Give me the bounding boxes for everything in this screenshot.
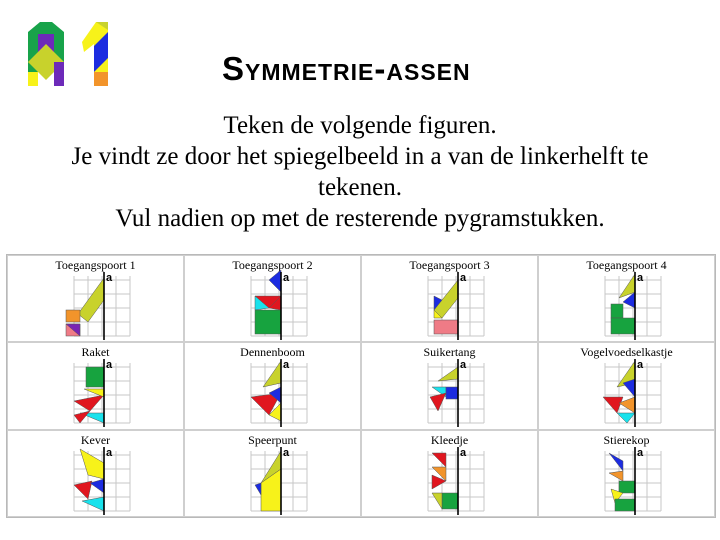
pygram-piece bbox=[84, 389, 104, 397]
axis-label: a bbox=[636, 446, 643, 459]
figure-drawing bbox=[589, 445, 665, 515]
figure-label: Kever bbox=[80, 432, 111, 447]
pygram-piece bbox=[66, 310, 80, 322]
figure-cell bbox=[7, 430, 184, 517]
pygram-piece bbox=[609, 471, 623, 481]
pygram-piece bbox=[80, 449, 104, 479]
axis-label: a bbox=[282, 359, 289, 372]
figure-label: Toegangspoort 1 bbox=[55, 258, 136, 272]
pygram-piece bbox=[619, 481, 635, 493]
figure-label: Dennenboom bbox=[240, 345, 305, 360]
figure-label: Suikertang bbox=[423, 345, 476, 360]
pygram-piece bbox=[434, 320, 458, 334]
axis-label: a bbox=[636, 272, 643, 284]
figure-grid bbox=[6, 254, 716, 518]
figure-drawing bbox=[235, 357, 311, 427]
figure-cell bbox=[184, 342, 361, 429]
pygram-piece bbox=[74, 481, 92, 499]
pygram-piece bbox=[255, 483, 261, 495]
axis-label: a bbox=[636, 359, 643, 372]
instruction-line: tekenen. bbox=[318, 174, 402, 201]
instruction-line: Teken de volgende figuren. bbox=[223, 112, 497, 139]
pygram-piece bbox=[438, 367, 458, 381]
instructions bbox=[0, 110, 720, 234]
figure-drawing bbox=[412, 270, 488, 340]
pygram-piece bbox=[86, 367, 104, 387]
pygram-piece bbox=[611, 304, 623, 318]
axis-label: a bbox=[459, 272, 466, 284]
pygram-piece bbox=[432, 493, 442, 509]
figure-label: Toegangspoort 2 bbox=[232, 258, 313, 272]
figure-cell bbox=[7, 255, 184, 342]
figure-label: Kleedje bbox=[430, 432, 469, 447]
pygram-piece bbox=[615, 499, 635, 511]
figure-drawing bbox=[58, 357, 134, 427]
figure-cell bbox=[7, 342, 184, 429]
figure-label: Toegangspoort 4 bbox=[586, 258, 667, 272]
figure-drawing bbox=[412, 357, 488, 427]
axis-label: a bbox=[282, 272, 289, 284]
figure-drawing bbox=[235, 445, 311, 515]
pygram-piece bbox=[617, 413, 635, 423]
figure-label: Vogelvoedselkastje bbox=[580, 345, 673, 360]
pygram-piece bbox=[269, 270, 281, 292]
figure-drawing bbox=[412, 445, 488, 515]
pygram-piece bbox=[611, 318, 635, 334]
axis-label: a bbox=[105, 359, 112, 372]
figure-label: Speerpunt bbox=[248, 432, 297, 447]
figure-drawing bbox=[589, 270, 665, 340]
pygram-piece bbox=[78, 278, 104, 322]
pygram-piece bbox=[430, 393, 446, 411]
figure-drawing bbox=[58, 270, 134, 340]
figure-cell bbox=[361, 342, 538, 429]
figure-label: Stierekop bbox=[603, 432, 650, 447]
figure-cell bbox=[184, 255, 361, 342]
figure-label: Toegangspoort 3 bbox=[409, 258, 490, 272]
figure-drawing bbox=[589, 357, 665, 427]
figure-label: Raket bbox=[81, 345, 110, 360]
pygram-piece bbox=[263, 361, 281, 387]
axis-label: a bbox=[282, 446, 289, 459]
figure-cell bbox=[538, 255, 715, 342]
axis-label: a bbox=[105, 272, 112, 284]
axis-label: a bbox=[459, 359, 466, 372]
pygram-piece bbox=[82, 497, 104, 511]
figure-cell bbox=[361, 430, 538, 517]
pygram-piece bbox=[609, 453, 623, 471]
instruction-line: Vul nadien op met de resterende pygramstukken. bbox=[115, 205, 605, 232]
figure-drawing bbox=[235, 270, 311, 340]
a1-logo bbox=[26, 22, 118, 88]
pygram-piece bbox=[603, 397, 623, 413]
pygram-piece bbox=[446, 387, 458, 399]
figure-cell bbox=[538, 342, 715, 429]
axis-label: a bbox=[105, 446, 112, 459]
pygram-piece bbox=[432, 453, 446, 467]
page-title: Symmetrie-assen bbox=[222, 50, 471, 87]
figure-cell bbox=[538, 430, 715, 517]
instruction-line: Je vindt ze door het spiegelbeeld in a van de linkerhelft te bbox=[71, 143, 649, 170]
pygram-piece bbox=[255, 310, 281, 334]
figure-cell bbox=[184, 430, 361, 517]
figure-cell bbox=[361, 255, 538, 342]
figure-drawing bbox=[58, 445, 134, 515]
axis-label: a bbox=[459, 446, 466, 459]
pygram-piece bbox=[442, 493, 458, 509]
